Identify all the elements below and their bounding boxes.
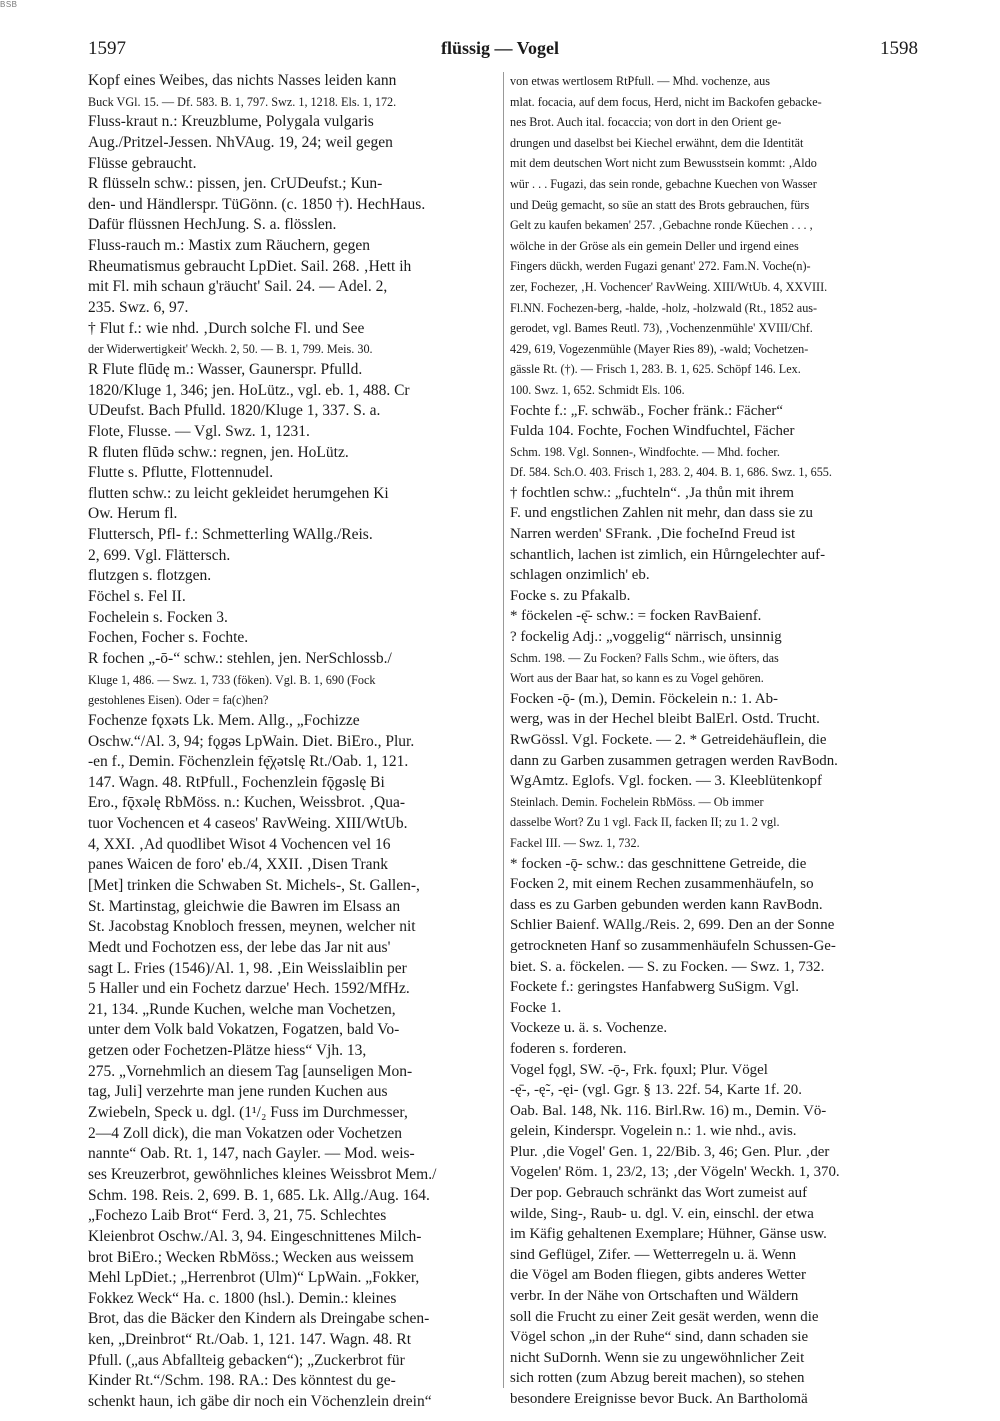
text-line: schenkt haun, ich gäbe dir noch ein Vöchenzlein drein“	[88, 1393, 432, 1410]
text-line: wilde, Sing-, Raub- u. dgl. V. ein, einschl. der etwa	[510, 1205, 814, 1222]
text-line: soll die Frucht zu einer Zeit gesät werden, wenn die	[510, 1308, 819, 1325]
text-line: 4, XXI. ‚Ad quodlibet Wisot 4 Vochencen vel 16	[88, 835, 391, 853]
text-line: Ow. Herum fl.	[88, 505, 178, 523]
text-line: † Flut f.: wie nhd. ‚Durch solche Fl. und See	[88, 319, 365, 337]
text-line: Vockeze u. ä. s. Vochenze.	[510, 1020, 668, 1037]
text-line: Schm. 198. Reis. 2, 699. B. 1, 685. Lk. Allg./Aug. 164.	[88, 1186, 430, 1204]
text-line: foderen s. forderen.	[510, 1040, 627, 1057]
text-line: biet. S. a. föckelen. — S. zu Focken. — Swz. 1, 732.	[510, 958, 825, 975]
text-line: von etwas wertlosem RtPfull. — Mhd. vochenze, aus	[510, 74, 770, 88]
text-line: 2, 699. Vgl. Flättersch.	[88, 546, 231, 564]
text-line: getrockneten Hanf so zusammenhäufeln Schussen-Ge-	[510, 937, 836, 954]
text-line: 1820/Kluge 1, 346; jen. HoLütz., vgl. eb. 1, 488. Cr	[88, 381, 410, 399]
text-line: getzen oder Fochetzen-Plätze hiess“ Vjh. 13,	[88, 1042, 367, 1060]
text-line: UDeufst. Bach Pfulld. 1820/Kluge 1, 337. S. a.	[88, 402, 381, 420]
text-line: werg, was in der Hechel bleibt BalErl. Ostd. Trucht.	[510, 711, 820, 728]
text-line: Fockete f.: geringstes Hanfabwerg SuSigm. Vgl.	[510, 979, 799, 996]
text-line: Fulda 104. Fochte, Fochen Windfuchtel, Fächer	[510, 423, 795, 440]
text-line: Kleienbrot Oschw./Al. 3, 94. Eingeschnittenes Milch-	[88, 1227, 422, 1245]
text-line: Medt und Fochotzen ess, der lebe das Jar nit aus'	[88, 938, 391, 956]
text-line: Kinder Rt.“/Schm. 198. RA.: Des könntest du ge-	[88, 1372, 396, 1390]
text-line: Focken 2, mit einem Rechen zusammenhäufeln, so	[510, 876, 814, 893]
text-line: Kopf eines Weibes, das nichts Nasses leiden kann	[88, 72, 397, 89]
text-line: ken, „Dreinbrot“ Rt./Oab. 1, 121. 147. Wagn. 48. Rt	[88, 1331, 412, 1349]
text-line: Df. 584. Sch.O. 403. Frisch 1, 283. 2, 404. B. 1, 686. Swz. 1, 655.	[510, 465, 832, 480]
text-line: Plur. ‚die Vogel' Gen. 1, 22/Bib. 3, 46; Gen. Plur. ‚der	[510, 1143, 830, 1160]
text-line: Kluge 1, 486. — Swz. 1, 733 (föken). Vgl. B. 1, 690 (Fock	[88, 672, 376, 687]
text-line: dasselbe Wort? Zu 1 vgl. Fack II, facken II; zu 1. 2 vgl.	[510, 815, 780, 830]
running-title: flüssig — Vogel	[440, 38, 560, 58]
text-line: Fokkez Weck“ Ha. c. 1800 (hsl.). Demin.: kleines	[88, 1289, 397, 1307]
text-line: den- und Händlerspr. TüGönn. (c. 1850 †). HechHaus.	[88, 195, 426, 213]
text-line: ses Kreuzerbrot, gewöhnliches kleines Weissbrot Mem./	[88, 1165, 437, 1183]
text-line: tag, Juli] verzehrte man jene runden Kuchen aus	[88, 1083, 388, 1101]
text-line: 147. Wagn. 48. RtPfull., Fochenzlein fǭgəslę Bi	[88, 773, 385, 791]
text-line: RwGössl. Vgl. Fockete. — 2. * Getreidehäuflein, die	[510, 732, 827, 748]
text-line: -ę̄-, -ę̃-, -ęi- (vgl. Ggr. § 13. 22f. 54, Karte 1f. 20.	[510, 1082, 802, 1099]
column-divider	[503, 72, 504, 1388]
text-line: wölche in der Gröse als ein gemein Deller und irgend eines	[510, 238, 799, 253]
text-line: der Widerwertigkeit' Weckh. 2, 50. — B. 1, 799. Meis. 30.	[88, 342, 373, 357]
text-line: Schlier Baienf. WAllg./Reis. 2, 699. Den an der Sonne	[510, 917, 835, 934]
text-line: Narren werden' SFrank. ‚Die focheInd Freud ist	[510, 526, 796, 543]
text-line: Aug./Pritzel-Jessen. NhVAug. 19, 24; weil gegen	[88, 133, 393, 151]
text-line: Flote, Flusse. — Vgl. Swz. 1, 1231.	[88, 422, 310, 440]
left-column	[88, 71, 496, 1413]
right-column	[510, 71, 915, 1410]
text-line: Fluss-rauch m.: Mastix zum Räuchern, gegen	[88, 237, 370, 255]
text-line: mlat. focacia, auf dem focus, Herd, nicht im Backofen gebacke-	[510, 94, 822, 109]
text-line: sind Geflügel, Zifer. — Wetterregeln u. ä. Wenn	[510, 1246, 797, 1263]
text-line: Fingers dückh, werden Fugazi genant' 272. Fam.N. Voche(n)-	[510, 259, 811, 274]
text-line: dann zu Garben zusammen getragen werden RavBodn.	[510, 752, 838, 769]
text-line: Föchel s. Fel II.	[88, 588, 186, 606]
text-line: panes Waicen de foro' eb./4, XXII. ‚Disen Trank	[88, 856, 388, 874]
text-line: Schm. 198. — Zu Focken? Falls Schm., wie öfters, das	[510, 650, 779, 665]
text-line: tuor Vochencen et 4 caseos' RavWeing. XIII/WtUb.	[88, 815, 408, 833]
text-line: sich rotten (zum Abzug bereit machen), so stehen	[510, 1370, 805, 1387]
right-page-number: 1598	[880, 38, 918, 59]
text-line: Fochelein s. Focken 3.	[88, 608, 228, 626]
text-line: nes Brot. Auch ital. focaccia; von dort in den Orient ge-	[510, 115, 782, 130]
text-line: gelein, Kinderspr. Vogelein n.: 1. wie nhd., avis.	[510, 1123, 797, 1140]
text-line: Fochen, Focher s. Fochte.	[88, 629, 249, 647]
text-line: Flutte s. Pflutte, Flottennudel.	[88, 464, 274, 482]
text-line: Oab. Bal. 148, Nk. 116. Birl.Rw. 16) m., Demin. Vö-	[510, 1102, 827, 1119]
text-line: schlagen onzimlich' eb.	[510, 567, 650, 584]
text-line: Zwiebeln, Speck u. dgl. (1¹/₂ Fuss im Durchmesser,	[88, 1104, 408, 1122]
text-line: 21, 134. „Runde Kuchen, welche man Vochetzen,	[88, 1000, 396, 1018]
text-line: R fluten flūdə schw.: regnen, jen. HoLütz.	[88, 443, 349, 461]
text-line: 275. „Vornehmlich an diesem Tag [aunseligen Mon-	[88, 1062, 413, 1080]
library-mark: BSB	[0, 0, 18, 9]
text-line: Fluss-kraut n.: Kreuzblume, Polygala vulgaris	[88, 113, 374, 131]
text-line: St. Martinstag, gleichwie die Bawren im Elsass an	[88, 897, 401, 915]
text-line: Pfull. („aus Abfallteig gebacken“); „Zuckerbrot für	[88, 1351, 405, 1369]
text-line: Buck VGl. 15. — Df. 583. B. 1, 797. Swz. 1, 1218. Els. 1, 172.	[88, 94, 397, 109]
text-line: * föckelen -ę̄- schw.: = focken RavBaienf.	[510, 608, 762, 625]
text-line: Ero., fǭxəlę RbMöss. n.: Kuchen, Weissbrot. ‚Qua-	[88, 794, 406, 812]
text-line: Wort aus der Baar hat, so kann es zu Vogel gehören.	[510, 671, 764, 686]
text-line: F. und engstlichen Zahlen nit mehr, dan dass sie zu	[510, 505, 813, 522]
text-line: dass es zu Garben gebunden werden kann RavBodn.	[510, 896, 823, 913]
text-line: schantlich, lachen ist zimlich, ein Hůrngelechter auf-	[510, 546, 826, 563]
text-line: 429, 619, Vogezenmühle (Mayer Ries 89), -wald; Vochetzen-	[510, 341, 809, 356]
text-line: Flüsse gebraucht.	[88, 154, 197, 172]
text-line: Focken -ǭ- (m.), Demin. Föckelein n.: 1. Ab-	[510, 690, 778, 707]
text-line: gässle Rt. (†). — Frisch 1, 283. B. 1, 625. Schöpf 146. Lex.	[510, 362, 801, 377]
text-line: brot BiEro.; Wecken RbMöss.; Wecken aus weissem	[88, 1248, 414, 1266]
text-line: sagt L. Fries (1546)/Al. 1, 98. ‚Ein Weisslaiblin per	[88, 959, 407, 977]
text-line: 5 Haller und ein Fochetz darzue' Hech. 1592/MfHz.	[88, 980, 410, 998]
text-line: Mehl LpDiet.; „Herrenbrot (Ulm)“ LpWain. „Fokker,	[88, 1269, 420, 1287]
text-line: flutten schw.: zu leicht gekleidet herumgehen Ki	[88, 484, 389, 502]
text-line: R flüsseln schw.: pissen, jen. CrUDeufst.; Kun-	[88, 175, 383, 193]
text-line: † fochtlen schw.: „fuchteln“. ‚Ja thůn mit ihrem	[510, 484, 794, 501]
text-line: Vögel schon „in der Ruhe“ sind, dann schaden sie	[510, 1329, 809, 1346]
text-line: unter dem Volk bald Vokatzen, Fogatzen, bald Vo-	[88, 1021, 400, 1039]
text-line: Fluttersch, Pfl- f.: Schmetterling WAllg./Reis.	[88, 526, 373, 544]
text-line: * focken -ǭ- schw.: das geschnittene Getreide, die	[510, 855, 807, 872]
text-line: mit dem deutschen Wort nicht zum Bewusstsein kommt: ‚Aldo	[510, 156, 817, 171]
text-line: wür . . . Fugazi, das sein ronde, gebachne Kuechen von Wasser	[510, 176, 817, 191]
text-line: Steinlach. Demin. Fochelein RbMöss. — Ob immer	[510, 794, 764, 809]
text-line: Rheumatismus gebraucht LpDiet. Sail. 268. ‚Hett ih	[88, 257, 412, 275]
text-line: R fochen „-ō-“ schw.: stehlen, jen. NerSchlossb./	[88, 649, 392, 667]
text-line: Oschw.“/Al. 3, 94; fǫgəs LpWain. Diet. BiEro., Plur.	[88, 732, 415, 750]
text-line: verbr. In der Nähe von Ortschaften und Wäldern	[510, 1288, 799, 1305]
text-line: die Vögel am Boden fliegen, gibts anderes Wetter	[510, 1267, 806, 1284]
text-line: Fochenze fǫxəts Lk. Mem. Allg., „Fochizze	[88, 711, 360, 729]
text-line: [Met] trinken die Schwaben St. Michels-, St. Gallen-,	[88, 876, 420, 894]
text-line: Schm. 198. Vgl. Sonnen-, Windfochte. — Mhd. focher.	[510, 444, 780, 459]
text-line: Fackel III. — Swz. 1, 732.	[510, 835, 640, 850]
text-line: 2—4 Zoll dick), die man Vokatzen oder Vochetzen	[88, 1124, 402, 1142]
left-page-number: 1597	[88, 38, 126, 59]
text-line: Brot, das die Bäcker den Kindern als Dreingabe schen-	[88, 1310, 430, 1328]
text-line: nicht SuDornh. Wenn sie zu ungewöhnlicher Zeit	[510, 1349, 805, 1366]
text-line: Fl.NN. Fochezen-berg, -halde, -holz, -holzwald (Rt., 1852 aus-	[510, 300, 818, 315]
text-line: „Fochezo Laib Brot“ Ferd. 3, 21, 75. Schlechtes	[88, 1207, 387, 1225]
text-line: und Deüg gemacht, so süe an statt des Brots gebrauchen, fürs	[510, 197, 810, 212]
text-line: drungen und daselbst bei Kiechel erwähnt, dem die Identität	[510, 135, 804, 150]
text-line: Dafür flüssnen HechJung. S. a. flösslen.	[88, 216, 337, 234]
text-line: flutzgen s. flotzgen.	[88, 567, 212, 585]
text-line: Vogel fǫgl, SW. -ǭ-, Frk. fǫuxl; Plur. Vögel	[510, 1061, 768, 1078]
text-line: WgAmtz. Eglofs. Vgl. focken. — 3. Kleeblütenkopf	[510, 773, 822, 790]
text-line: Der pop. Gebrauch schränkt das Wort zumeist auf	[510, 1185, 808, 1202]
text-line: gestohlenes Eisen). Oder = fa(c)hen?	[88, 693, 269, 708]
text-line: Vogelen' Röm. 1, 23/2, 13; ‚der Vögeln' Weckh. 1, 370.	[510, 1164, 840, 1181]
text-line: R Flute flūdę m.: Wasser, Gaunerspr. Pfulld.	[88, 360, 363, 378]
text-line: -en f., Demin. Föchenzlein fę̄χətslę Rt./Oab. 1, 121.	[88, 753, 409, 771]
text-line: nannte“ Oab. Rt. 1, 147, nach Gayler. — Mod. weis-	[88, 1145, 415, 1163]
text-line: im Käfig gehaltenen Exemplare; Hühner, Gänse usw.	[510, 1226, 827, 1243]
text-line: ? fockelig Adj.: „voggelig“ närrisch, unsinnig	[510, 629, 782, 646]
text-line: Fochte f.: „F. schwäb., Focher fränk.: Fächer“	[510, 402, 783, 419]
text-line: St. Jacobstag Knobloch fressen, meynen, welcher nit	[88, 918, 416, 936]
text-line: Gelt zu kaufen bekamen' 257. ‚Gebachne ronde Küechen . . . ,	[510, 218, 813, 233]
text-line: gerodet, vgl. Bames Reutl. 73), ‚Vochenzenmühle' XVIII/Chf.	[510, 321, 813, 336]
text-line: 100. Swz. 1, 652. Schmidt Els. 106.	[510, 382, 685, 397]
text-line: besondere Ereignisse bevor Buck. An Bartholomä	[510, 1391, 808, 1407]
text-line: Focke 1.	[510, 999, 562, 1016]
text-line: Focke s. zu Pfakalb.	[510, 587, 631, 604]
text-line: mit Fl. mih schaun g'räucht' Sail. 24. — Adel. 2,	[88, 278, 388, 296]
text-line: 235. Swz. 6, 97.	[88, 299, 189, 317]
text-line: zer, Fochezer, ‚H. Vochencer' RavWeing. XIII/WtUb. 4, XXVIII.	[510, 279, 828, 294]
